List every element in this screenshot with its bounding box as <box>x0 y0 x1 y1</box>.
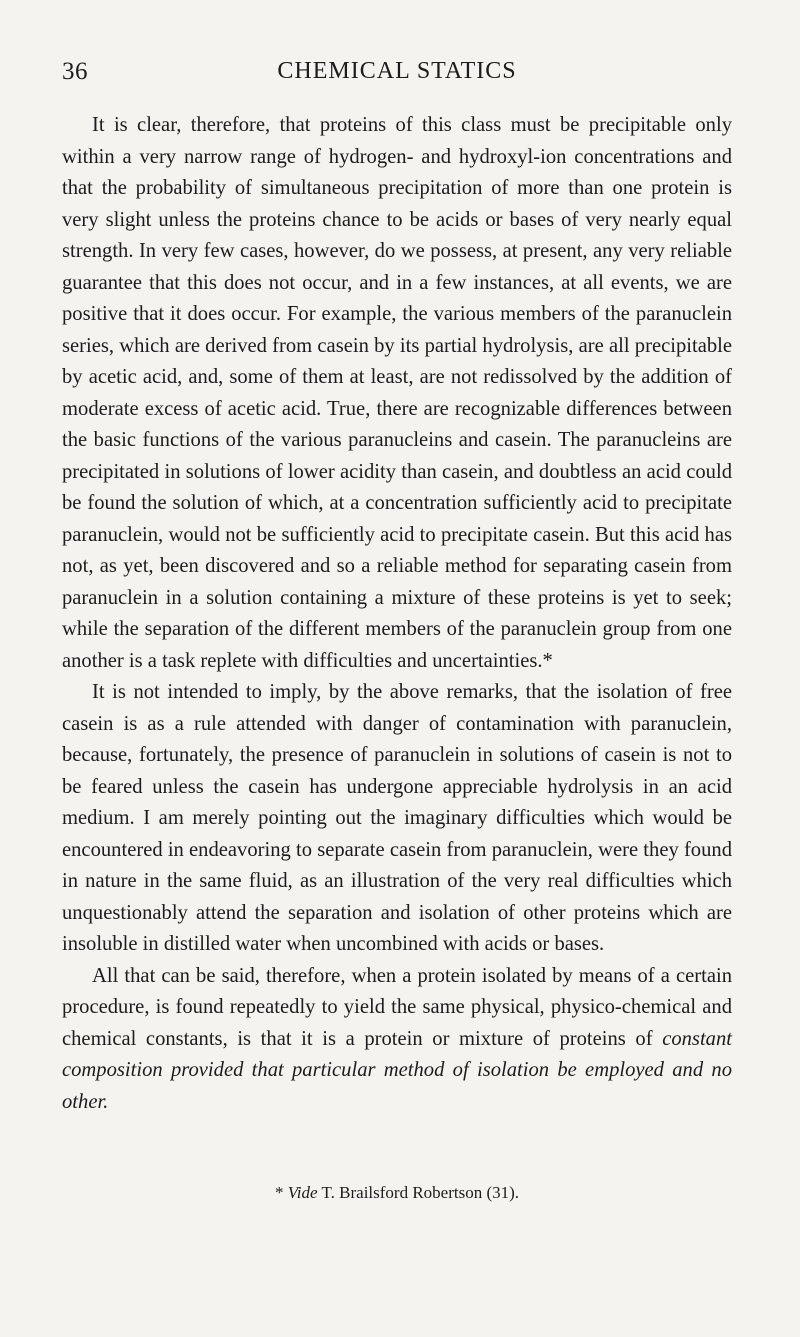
paragraph-3-italic: constant composition provided that particular method of isolation be employed and no other. <box>62 1027 732 1113</box>
running-head: CHEMICAL STATICS <box>277 58 517 84</box>
body-text <box>62 110 732 1118</box>
paragraph-1 <box>62 110 732 677</box>
footnote-vide: Vide <box>287 1183 318 1202</box>
footnote-text: T. Brailsford Robertson (31). <box>317 1183 520 1202</box>
paragraph-2-text: It is not intended to imply, by the above remarks, that the isolation of free casein is as a rule attended with danger of contamination with paranuclein, because, fortunately, the presence of paranuclein in solutions of casein is not to be feared unless the casein has undergone appreciable hydrolysis in an acid medium. I am merely pointing out the imaginary difficulties which would be encountered in endeavoring to separate casein from paranuclein, were they found in nature in the same fluid, as an illustration of the very real difficulties which unquestionably attend the separation and isolation of other proteins which are insoluble in distilled water when uncombined with acids or bases. <box>62 681 732 955</box>
paragraph-1-text: It is clear, therefore, that proteins of this class must be precipitable only within a very narrow range of hydrogen- and hydroxyl-ion concentrations and that the probability of simultaneous precipitation of more than one protein is very slight unless the proteins chance to be acids or bases of very nearly equal strength. In very few cases, however, do we possess, at present, any very reliable guarantee that this does not occur, and in a few instances, at all events, we are positive that it does occur. For example, the various members of the paranuclein series, which are derived from casein by its partial hydrolysis, are all precipitable by acetic acid, and, some of them at least, are not redissolved by the addition of moderate excess of acetic acid. True, there are recognizable differences between the basic functions of the various paranucleins and casein. The paranucleins are precipitated in solutions of lower acidity than casein, and doubtless an acid could be found the solution of which, at a concentration sufficiently acid to precipitate paranuclein, would not be sufficiently acid to precipitate casein. But this acid has not, as yet, been discovered and so a reliable method for separating casein from paranuclein in a solution containing a mixture of these proteins is yet to seek; while the separation of the different members of the paranuclein group from one another is a task replete with difficulties and uncertainties.* <box>62 114 732 672</box>
page-header <box>62 58 732 94</box>
paragraph-3 <box>62 961 732 1119</box>
footnote-marker: * <box>274 1183 288 1202</box>
page-number: 36 <box>62 58 88 85</box>
footnote <box>62 1181 732 1205</box>
paragraph-2 <box>62 677 732 961</box>
paragraph-3-text: All that can be said, therefore, when a protein isolated by means of a certain procedure, is found repeatedly to yield the same physical, physico-chemical and chemical constants, is that it is a protein or mixture of proteins of <box>62 964 732 1050</box>
